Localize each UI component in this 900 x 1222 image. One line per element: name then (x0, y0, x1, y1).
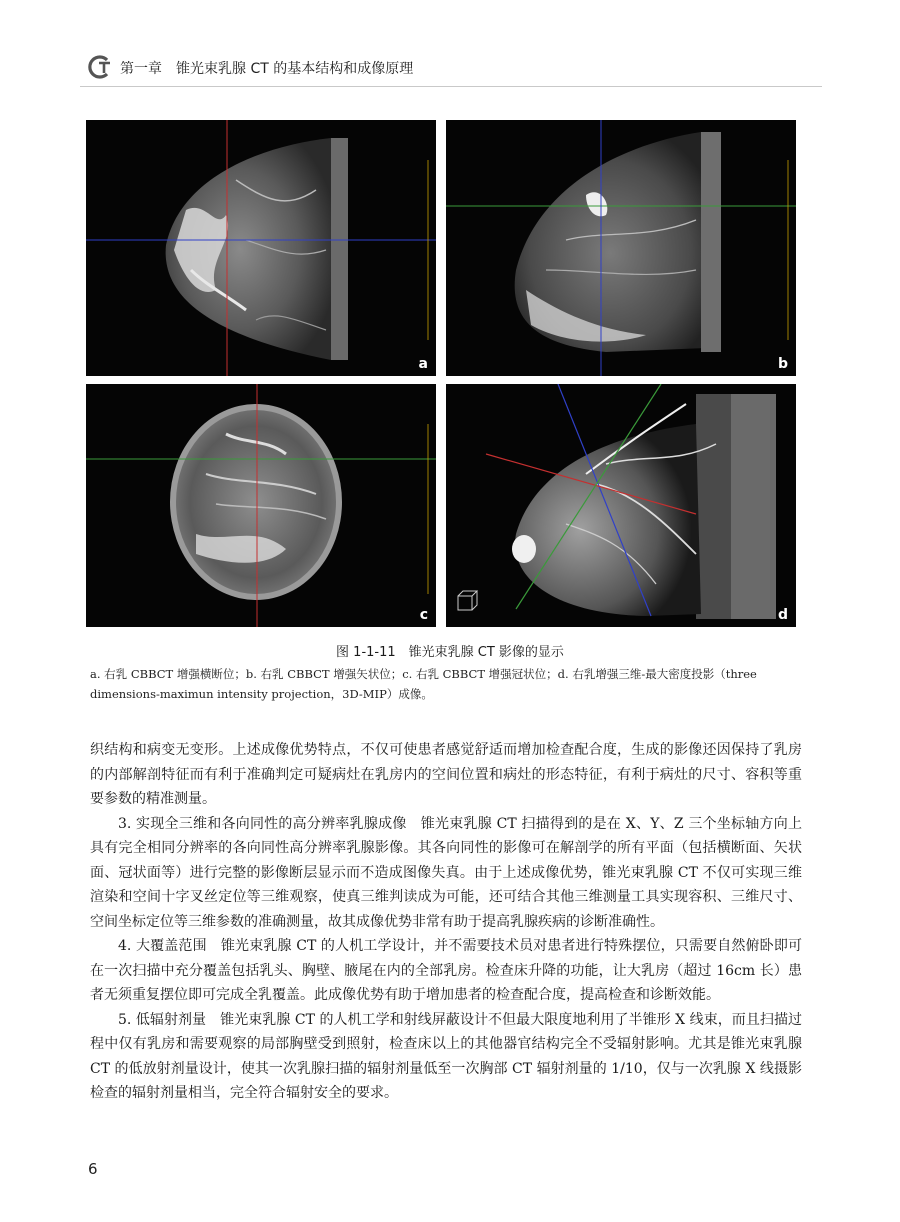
sagittal-breast-image (446, 120, 796, 376)
figure-panel-c (86, 384, 436, 627)
mip-3d-breast-image (446, 384, 796, 627)
chapter-logo-icon (86, 54, 112, 80)
panel-label-b: b (777, 356, 788, 372)
paragraph-isotropic-imaging: 3. 实现全三维和各向同性的高分辨率乳腺成像 锥光束乳腺 CT 扫描得到的是在 X、Y、Z 三个坐标轴方向上具有完全相同分辨率的各向同性高分辨率乳腺影像。其各向同性的影像可在解剖学的所有平面（包括横断面、矢状面、冠状面等）进行完整的影像断层显示而不造成图像失真。由于上述成像优势，锥光束乳腺 CT 不仅可实现三维渲染和空间十字叉丝定位等三维观察，使真三维判读成为可能，还可结合其他三维测量工具实现容积、三维尺寸、空间坐标定位等三维参数的准确测量，故其成像优势非常有助于提高乳腺疾病的诊断准确性。 (90, 815, 802, 930)
body-text (90, 738, 802, 1106)
figure-caption-note: a. 右乳 CBBCT 增强横断位；b. 右乳 CBBCT 增强矢状位；c. 右乳 CBBCT 增强冠状位；d. 右乳增强三维-最大密度投影（three dimensions-maximun intensity projection，3D-MIP）成像。 (90, 667, 757, 701)
paragraph-large-coverage: 4. 大覆盖范围 锥光束乳腺 CT 的人机工学设计，并不需要技术员对患者进行特殊摆位，只需要自然俯卧即可在一次扫描中充分覆盖包括乳头、胸壁、腋尾在内的全部乳房。检查床升降的功能，让大乳房（超过 16cm 长）患者无须重复摆位即可完成全乳覆盖。此成像优势有助于增加患者的检查配合度，提高检查和诊断效能。 (90, 938, 802, 1003)
figure-panel-a (86, 120, 436, 376)
paragraph-low-radiation: 5. 低辐射剂量 锥光束乳腺 CT 的人机工学和射线屏蔽设计不但最大限度地利用了半锥形 X 线束，而且扫描过程中仅有乳房和需要观察的局部胸壁受到照射，检查床以上的其他器官结构完全不受辐射影响。尤其是锥光束乳腺 CT 的低放射剂量设计，使其一次乳腺扫描的辐射剂量低至一次胸部 CT 辐射剂量的 1/10，仅与一次乳腺 X 线摄影检查的辐射剂量相当，完全符合辐射安全的要求。 (90, 1011, 802, 1101)
figure-caption-title: 图 1-1-11 锥光束乳腺 CT 影像的显示 (336, 645, 564, 660)
coronal-breast-image (86, 384, 436, 627)
figure-panel-b (446, 120, 796, 376)
panel-label-d: d (777, 607, 788, 623)
orientation-cube-icon (458, 591, 477, 610)
paragraph-continuation: 织结构和病变无变形。上述成像优势特点，不仅可使患者感觉舒适而增加检查配合度，生成的影像还因保持了乳房的内部解剖特征而有利于准确判定可疑病灶在乳房内的空间位置和病灶的形态特征，有利于病灶的尺寸、容积等重要参数的精准测量。 (90, 742, 802, 807)
axial-breast-image (86, 120, 436, 376)
running-header (80, 52, 822, 87)
panel-label-a: a (418, 356, 428, 372)
page-number: 6 (88, 1160, 98, 1178)
figure-panel-d (446, 384, 796, 627)
chapter-title: 第一章 锥光束乳腺 CT 的基本结构和成像原理 (120, 61, 414, 77)
panel-label-c: c (419, 607, 428, 623)
